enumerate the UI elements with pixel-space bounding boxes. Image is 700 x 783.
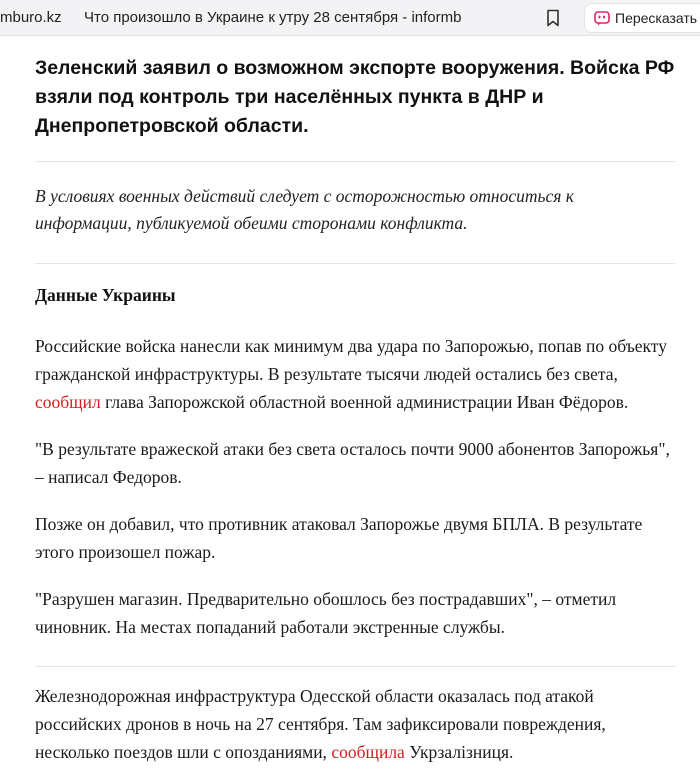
source-link-reported[interactable]: сообщил bbox=[35, 392, 101, 412]
paragraph-text: Российские войска нанесли как минимум два удара по Запорожью, попав по объекту гражданской инфраструктуры. В результате тысячи людей остались без света, bbox=[35, 336, 667, 384]
article-headline: Зеленский заявил о возможном экспорте вооружения. Войска РФ взяли под контроль три населённых пункта в ДНР и Днепропетровской области. bbox=[35, 57, 675, 137]
paragraph-store-destroyed: "Разрушен магазин. Предварительно обошлось без пострадавших", – отметил чиновник. На местах попаданий работали экстренные службы. bbox=[35, 589, 617, 637]
browser-tab-bar bbox=[0, 0, 700, 36]
retell-icon bbox=[594, 10, 610, 26]
retell-label: Пересказать bbox=[615, 10, 698, 26]
paragraph-text: Укрзалізниця. bbox=[404, 742, 514, 762]
source-link-reported-ukrzaliznytsia[interactable]: сообщила bbox=[331, 742, 405, 762]
tab-title[interactable]: Что произошло в Украине к утру 28 сентября - informb bbox=[84, 9, 462, 26]
site-domain[interactable]: mburo.kz bbox=[0, 9, 62, 26]
paragraph-text: Железнодорожная инфраструктура Одесской области оказалась под атакой российских дронов в ночь на 27 сентября. Там зафиксировали повреждения, несколько поездов шли с опозданиями, bbox=[35, 686, 606, 762]
paragraph-quote-fedorov: "В результате вражеской атаки без света осталось почти 9000 абонентов Запорожья", – написал Федоров. bbox=[35, 439, 670, 487]
paragraph-drone-attack: Позже он добавил, что противник атаковал Запорожье двумя БПЛА. В результате этого произошел пожар. bbox=[35, 514, 643, 562]
divider bbox=[35, 666, 675, 667]
article bbox=[35, 36, 675, 766]
disclaimer-note: В условиях военных действий следует с осторожностью относиться к информации, публикуемой обеими сторонами конфликта. bbox=[35, 186, 574, 233]
paragraph-zaporizhzhia-strikes bbox=[35, 332, 675, 416]
divider bbox=[35, 161, 675, 162]
retell-button[interactable] bbox=[584, 3, 700, 33]
divider bbox=[35, 263, 675, 264]
paragraph-odesa-railway bbox=[35, 682, 675, 766]
paragraph-text: глава Запорожской областной военной администрации Иван Фёдоров. bbox=[100, 392, 629, 412]
section-heading-ukraine-data: Данные Украины bbox=[35, 285, 176, 305]
bookmark-icon[interactable] bbox=[540, 5, 566, 31]
